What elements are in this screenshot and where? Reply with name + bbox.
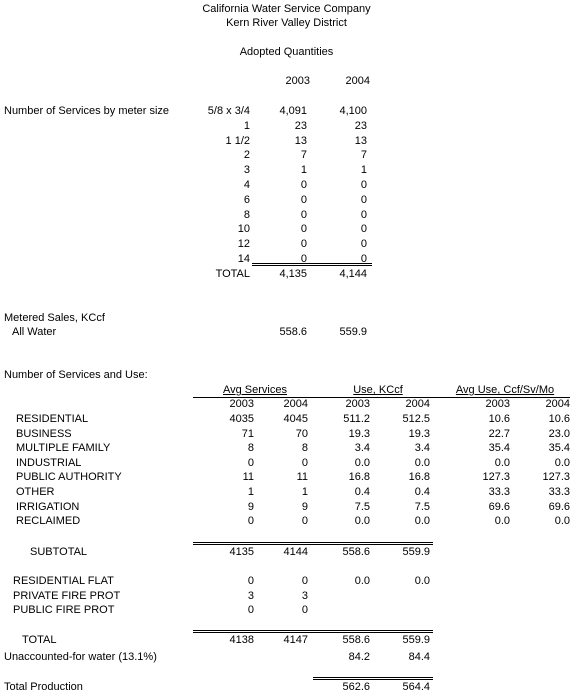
use-cell: 8 <box>247 442 254 455</box>
use-row-label: INDUSTRIAL <box>16 456 82 469</box>
metered-sales-2004: 559.9 <box>339 326 367 338</box>
meter-count-2004: 0 <box>360 193 367 206</box>
unaccounted-row-cell: 84.4 <box>408 651 430 663</box>
meter-size-cell: 1 <box>243 119 250 132</box>
meter-size-cell: 5/8 x 3/4 <box>207 105 250 117</box>
use-cell: 11 <box>296 471 308 484</box>
year-header-2003: 2003 <box>285 75 310 87</box>
use-cell: 16.8 <box>408 471 430 484</box>
meter-section-label: Number of Services by meter size <box>4 105 170 117</box>
use-cell: 9 <box>301 500 308 513</box>
use-cell: 69.6 <box>548 500 570 513</box>
meter-size-cell: 10 <box>237 223 250 236</box>
use-cell: 7.5 <box>414 500 430 513</box>
total-rule-top <box>193 630 433 631</box>
use-cell: 127.3 <box>482 471 510 484</box>
use-cell: 11 <box>242 471 254 484</box>
subtotal-row-cell: 558.6 <box>342 546 370 558</box>
total-rule-bottom <box>193 632 433 633</box>
meter-count-2003: 0 <box>300 253 307 265</box>
flat-row-label: PUBLIC FIRE PROT <box>13 604 115 617</box>
meter-total-rule-top <box>252 263 372 264</box>
group-header-avg-use: Avg Use, Ccf/Sv/Mo <box>455 384 555 396</box>
use-cell: 10.6 <box>548 413 570 425</box>
production-rule-top <box>313 677 433 678</box>
flat-row-label: PRIVATE FIRE PROT <box>13 589 121 602</box>
flat-row-cell: 3 <box>247 589 254 602</box>
use-cell: 70 <box>295 427 308 440</box>
use-cell: 0.0 <box>354 456 370 469</box>
subtotal-row-cell: 4144 <box>283 546 308 558</box>
use-row-label: PUBLIC AUTHORITY <box>16 471 122 484</box>
meter-count-2003: 0 <box>300 208 307 221</box>
flat-row-cell: 0 <box>301 604 308 617</box>
total-row-cell: 4138 <box>229 634 254 646</box>
meter-total-2004: 4,144 <box>339 268 367 280</box>
meter-count-2004: 23 <box>354 119 367 132</box>
district-name: Kern River Valley District <box>226 17 347 29</box>
use-year-header: 2003 <box>345 398 370 410</box>
use-cell: 23.0 <box>548 427 570 440</box>
meter-count-2003: 4,091 <box>279 105 307 117</box>
year-header-2004: 2004 <box>345 75 370 87</box>
use-cell: 0.0 <box>554 515 570 528</box>
meter-total-label: TOTAL <box>215 268 250 280</box>
meter-count-2003: 1 <box>300 164 307 177</box>
use-row-label: BUSINESS <box>16 427 72 440</box>
use-cell: 33.3 <box>548 486 570 498</box>
use-cell: 512.5 <box>402 413 430 425</box>
use-cell: 35.4 <box>548 442 570 455</box>
use-row-label: MULTIPLE FAMILY <box>16 442 111 455</box>
production-row-cell: 562.6 <box>342 681 370 693</box>
flat-row-cell: 0 <box>247 604 254 617</box>
use-year-header: 2004 <box>545 398 570 410</box>
meter-size-cell: 3 <box>243 164 250 177</box>
use-cell: 1 <box>301 486 308 498</box>
subtotal-rule-bottom <box>193 544 433 545</box>
meter-size-cell: 14 <box>237 253 250 265</box>
use-cell: 0 <box>247 456 254 469</box>
metered-sales-2003: 558.6 <box>279 326 307 338</box>
use-cell: 16.8 <box>348 471 370 484</box>
meter-count-2003: 23 <box>294 119 307 132</box>
total-row-cell: 559.9 <box>402 634 430 646</box>
use-cell: 0.0 <box>494 515 510 528</box>
use-cell: 0 <box>247 515 254 528</box>
total-row-cell: 4147 <box>283 634 308 646</box>
total-row-label: TOTAL <box>22 634 57 646</box>
production-row-label: Total Production <box>4 681 83 693</box>
production-row-cell: 564.4 <box>402 681 430 693</box>
meter-count-2003: 0 <box>300 179 307 191</box>
use-cell: 9 <box>247 500 254 513</box>
use-row-label: RESIDENTIAL <box>16 413 89 425</box>
meter-count-2004: 0 <box>360 223 367 236</box>
meter-size-cell: 8 <box>243 208 250 221</box>
use-row-label: OTHER <box>16 486 55 498</box>
use-cell: 33.3 <box>488 486 510 498</box>
all-water-label: All Water <box>12 326 57 338</box>
subtotal-row-label: SUBTOTAL <box>30 546 88 558</box>
meter-count-2004: 1 <box>360 164 367 177</box>
use-cell: 127.3 <box>542 471 570 484</box>
use-cell: 0 <box>301 515 308 528</box>
use-row-label: IRRIGATION <box>16 500 80 513</box>
meter-count-2003: 13 <box>294 134 307 147</box>
use-cell: 0.4 <box>354 486 370 498</box>
meter-total-2003: 4,135 <box>279 268 307 280</box>
use-cell: 0 <box>301 456 308 469</box>
use-year-header: 2003 <box>229 398 254 410</box>
use-cell: 0.4 <box>414 486 430 498</box>
subtotal-rule-top <box>193 542 433 543</box>
meter-count-2004: 13 <box>354 134 367 147</box>
use-cell: 69.6 <box>488 500 510 513</box>
unaccounted-row-label: Unaccounted-for water (13.1%) <box>4 651 157 663</box>
subtotal-row-cell: 559.9 <box>402 546 430 558</box>
flat-row-cell: 3 <box>301 589 308 602</box>
use-cell: 0.0 <box>414 456 430 469</box>
meter-size-cell: 1 1/2 <box>225 134 250 147</box>
use-cell: 7.5 <box>354 500 370 513</box>
meter-size-cell: 12 <box>237 238 250 251</box>
total-row-cell: 558.6 <box>342 634 370 646</box>
use-cell: 0.0 <box>554 456 570 469</box>
use-cell: 0.0 <box>494 456 510 469</box>
meter-count-2003: 7 <box>300 149 307 162</box>
use-year-header: 2003 <box>485 398 510 410</box>
meter-size-cell: 6 <box>243 193 250 206</box>
meter-count-2004: 0 <box>360 253 367 265</box>
production-rule-bottom <box>313 679 433 680</box>
use-cell: 1 <box>247 486 254 498</box>
metered-sales-label: Metered Sales, KCcf <box>4 312 105 324</box>
company-name: California Water Service Company <box>202 3 371 15</box>
use-cell: 19.3 <box>348 427 370 440</box>
flat-row-cell: 0 <box>301 575 308 587</box>
use-cell: 22.7 <box>488 427 510 440</box>
use-row-label: RECLAIMED <box>16 515 81 528</box>
use-year-header: 2004 <box>405 398 430 410</box>
use-cell: 4035 <box>229 413 254 425</box>
meter-size-cell: 2 <box>243 149 250 162</box>
meter-count-2004: 0 <box>360 238 367 251</box>
unaccounted-row-cell: 84.2 <box>348 651 370 663</box>
meter-count-2003: 0 <box>300 223 307 236</box>
meter-count-2004: 0 <box>360 179 367 191</box>
meter-size-cell: 4 <box>243 179 250 191</box>
use-cell: 0.0 <box>414 515 430 528</box>
subtotal-row-cell: 4135 <box>229 546 254 558</box>
meter-count-2004: 4,100 <box>339 105 367 117</box>
flat-row-label: RESIDENTIAL FLAT <box>13 575 114 587</box>
page-subtitle: Adopted Quantities <box>239 46 334 58</box>
use-cell: 511.2 <box>343 413 370 425</box>
use-cell: 3.4 <box>414 442 430 455</box>
flat-row-cell: 0.0 <box>354 575 370 587</box>
use-cell: 4045 <box>283 413 308 425</box>
meter-count-2003: 0 <box>300 193 307 206</box>
flat-row-cell: 0 <box>247 575 254 587</box>
use-cell: 71 <box>241 427 254 440</box>
meter-count-2004: 7 <box>360 149 367 162</box>
services-use-label: Number of Services and Use: <box>4 369 148 381</box>
use-cell: 0.0 <box>354 515 370 528</box>
flat-row-cell: 0.0 <box>414 575 430 587</box>
use-cell: 8 <box>301 442 308 455</box>
group-header-use-kccf: Use, KCcf <box>353 384 403 396</box>
meter-total-rule-bottom <box>252 265 372 266</box>
meter-count-2003: 0 <box>300 238 307 251</box>
use-cell: 19.3 <box>408 427 430 440</box>
use-cell: 10.6 <box>488 413 510 425</box>
use-cell: 35.4 <box>488 442 510 455</box>
meter-count-2004: 0 <box>360 208 367 221</box>
use-cell: 3.4 <box>354 442 370 455</box>
use-year-header: 2004 <box>283 398 308 410</box>
group-header-avg-services: Avg Services <box>223 384 287 396</box>
